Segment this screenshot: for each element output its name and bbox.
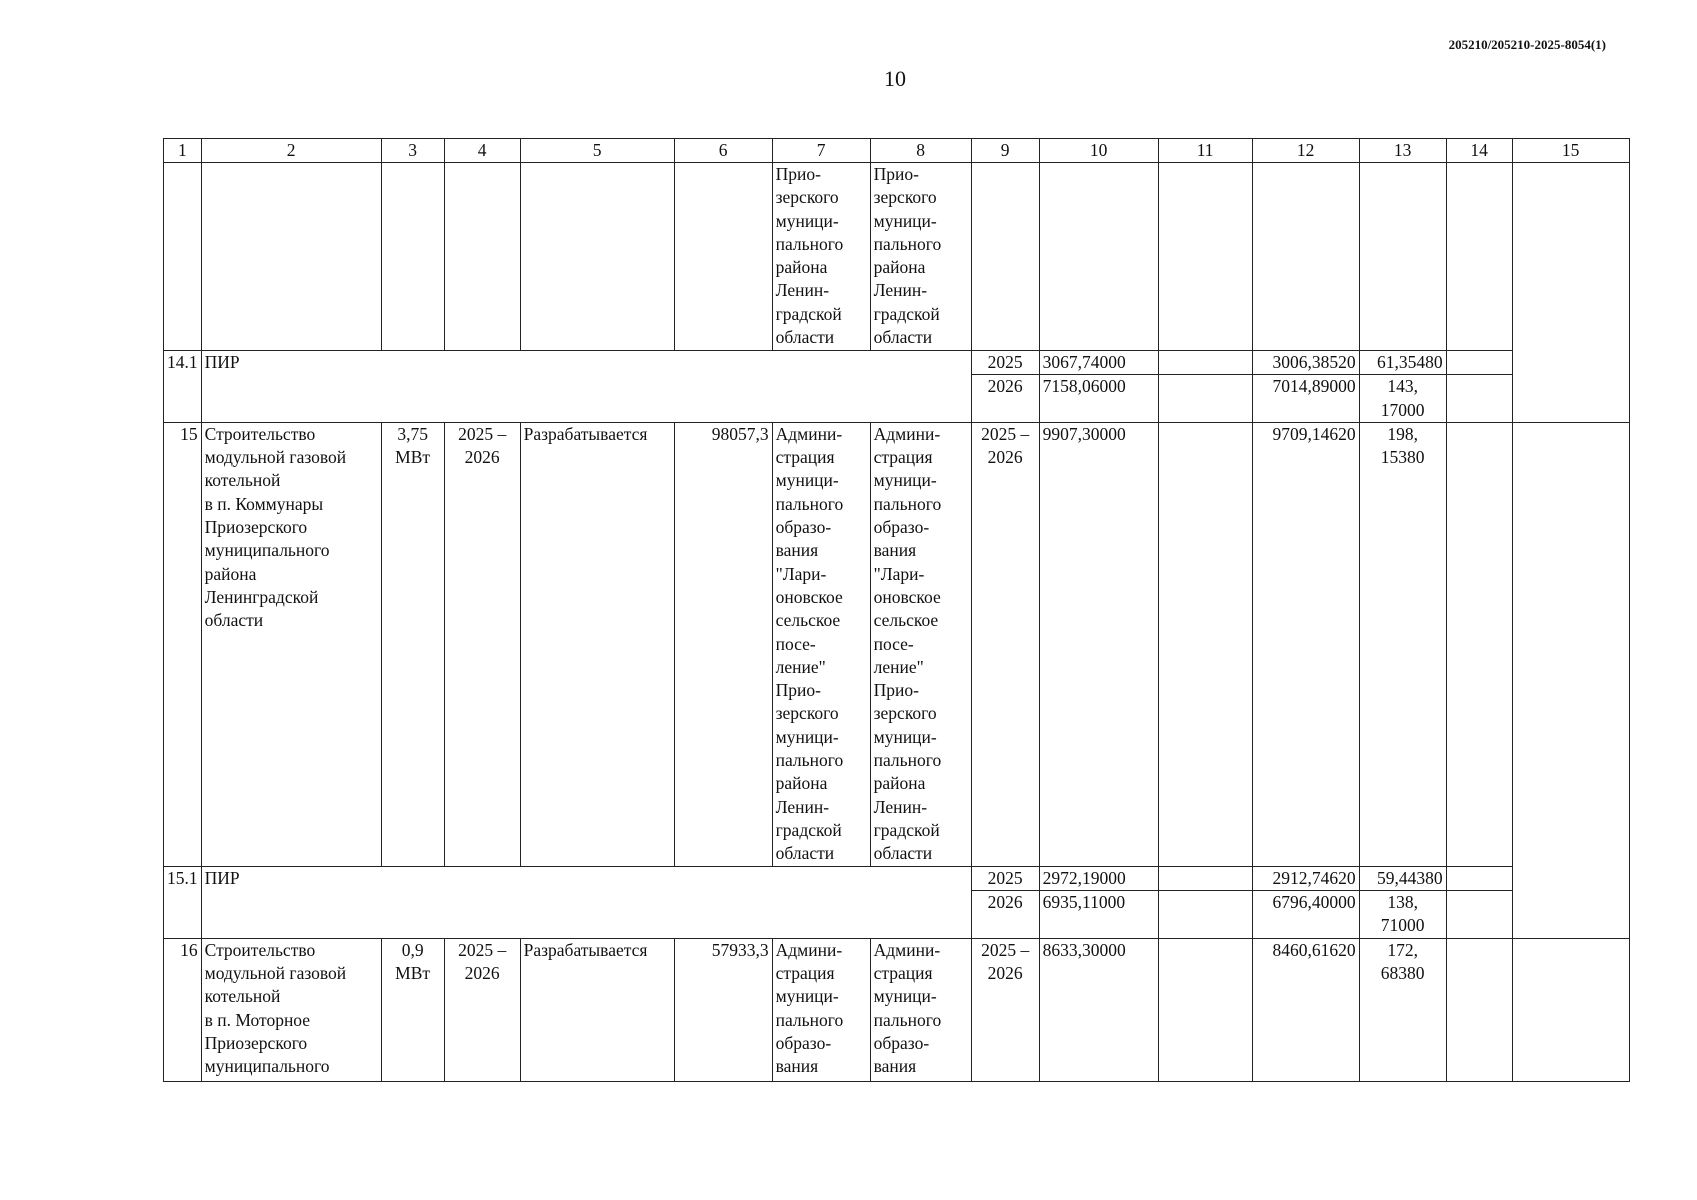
column-header: 4: [444, 139, 520, 163]
amount-cell: 6796,40000: [1252, 891, 1359, 939]
table-cell: [164, 163, 202, 351]
amount-cell: 2912,74620: [1252, 866, 1359, 890]
table-cell: [1446, 422, 1512, 866]
cost-cell: 98057,3: [674, 422, 772, 866]
table-cell: [1512, 422, 1629, 866]
amount-cell: 7158,06000: [1039, 375, 1158, 423]
table-cell: [444, 163, 520, 351]
amount-cell: 59,44380: [1359, 866, 1446, 890]
row-number: 14.1: [164, 351, 202, 423]
amount-cell: 3067,74000: [1039, 351, 1158, 375]
power-cell: 0,9 МВт: [381, 938, 444, 1081]
amount-cell: 7014,89000: [1252, 375, 1359, 423]
column-header: 3: [381, 139, 444, 163]
column-header: 8: [870, 139, 971, 163]
table-cell: [1512, 866, 1629, 938]
period-cell: 2025 – 2026: [444, 422, 520, 866]
status-cell: Разрабатывается: [520, 422, 674, 866]
row-number: 16: [164, 938, 202, 1081]
year-cell: 2026: [971, 891, 1039, 939]
amount-cell: 2972,19000: [1039, 866, 1158, 890]
amount-cell: 143, 17000: [1359, 375, 1446, 423]
table-cell: [1158, 422, 1252, 866]
table-row-15-1: [164, 866, 1630, 890]
table-cell: [971, 163, 1039, 351]
table-cell: [1512, 351, 1629, 423]
year-cell: 2025: [971, 866, 1039, 890]
table-cell: [1158, 163, 1252, 351]
amount-cell: 3006,38520: [1252, 351, 1359, 375]
table-cell: [1512, 938, 1629, 1081]
status-cell: Разрабатывается: [520, 938, 674, 1081]
year-cell: 2025 – 2026: [971, 422, 1039, 866]
row-label: ПИР: [201, 351, 971, 423]
table-cell: [1446, 866, 1512, 890]
table-cell: [1446, 163, 1512, 351]
column-header: 13: [1359, 139, 1446, 163]
table-cell: [1446, 891, 1512, 939]
amount-cell: 198, 15380: [1359, 422, 1446, 866]
table-cell: [1446, 351, 1512, 375]
year-cell: 2026: [971, 375, 1039, 423]
table-row: [164, 163, 1630, 351]
table-cell: [1158, 938, 1252, 1081]
column-header: 10: [1039, 139, 1158, 163]
executor-cell: Прио- зерского муници- пального района Ленин- градской области: [772, 163, 870, 351]
year-cell: 2025 – 2026: [971, 938, 1039, 1081]
table-cell: [1252, 163, 1359, 351]
executor-cell: Админи- страция муници- пального образо- вания: [772, 938, 870, 1081]
table-cell: [1446, 375, 1512, 423]
amount-cell: 8460,61620: [1252, 938, 1359, 1081]
amount-cell: 6935,11000: [1039, 891, 1158, 939]
table-cell: [1359, 163, 1446, 351]
column-header: 12: [1252, 139, 1359, 163]
data-table: [163, 138, 1630, 1082]
header-row: [164, 139, 1630, 163]
document-id: 205210/205210-2025-8054(1): [1448, 37, 1606, 52]
amount-cell: 172, 68380: [1359, 938, 1446, 1081]
amount-cell: 9907,30000: [1039, 422, 1158, 866]
table-cell: [520, 163, 674, 351]
customer-cell: Админи- страция муници- пального образо- вания: [870, 938, 971, 1081]
executor-cell: Админи- страция муници- пального образо- вания "Лари- оновское сельское посе- ление" Прио- зерского муници- пального района Ленин- градской области: [772, 422, 870, 866]
object-name: Строительство модульной газовой котельной в п. Коммунары Приозерского муниципального района Ленинградской области: [201, 422, 381, 866]
table-cell: [201, 163, 381, 351]
table-row-15: [164, 422, 1630, 866]
table-cell: [674, 163, 772, 351]
column-header: 1: [164, 139, 202, 163]
column-header: 14: [1446, 139, 1512, 163]
table-cell: [381, 163, 444, 351]
column-header: 15: [1512, 139, 1629, 163]
amount-cell: 138, 71000: [1359, 891, 1446, 939]
column-header: 11: [1158, 139, 1252, 163]
customer-cell: Прио- зерского муници- пального района Ленин- градской области: [870, 163, 971, 351]
cost-cell: 57933,3: [674, 938, 772, 1081]
amount-cell: 8633,30000: [1039, 938, 1158, 1081]
power-cell: 3,75 МВт: [381, 422, 444, 866]
year-cell: 2025: [971, 351, 1039, 375]
row-label: ПИР: [201, 866, 971, 938]
table-cell: [1039, 163, 1158, 351]
customer-cell: Админи- страция муници- пального образо- вания "Лари- оновское сельское посе- ление" Прио- зерского муници- пального района Ленин- градской области: [870, 422, 971, 866]
column-header: 9: [971, 139, 1039, 163]
page-number: 10: [884, 66, 906, 91]
row-number: 15.1: [164, 866, 202, 938]
column-header: 6: [674, 139, 772, 163]
amount-cell: 9709,14620: [1252, 422, 1359, 866]
row-number: 15: [164, 422, 202, 866]
table-cell: [1446, 938, 1512, 1081]
table-row-16: [164, 938, 1630, 1081]
period-cell: 2025 – 2026: [444, 938, 520, 1081]
table-row-14-1: [164, 351, 1630, 375]
table-cell: [1158, 375, 1252, 423]
table-cell: [1158, 891, 1252, 939]
column-header: 5: [520, 139, 674, 163]
column-header: 7: [772, 139, 870, 163]
table-cell: [1158, 866, 1252, 890]
object-name: Строительство модульной газовой котельной в п. Моторное Приозерского муниципального: [201, 938, 381, 1081]
table-cell: [1512, 163, 1629, 351]
amount-cell: 61,35480: [1359, 351, 1446, 375]
table-cell: [1158, 351, 1252, 375]
column-header: 2: [201, 139, 381, 163]
